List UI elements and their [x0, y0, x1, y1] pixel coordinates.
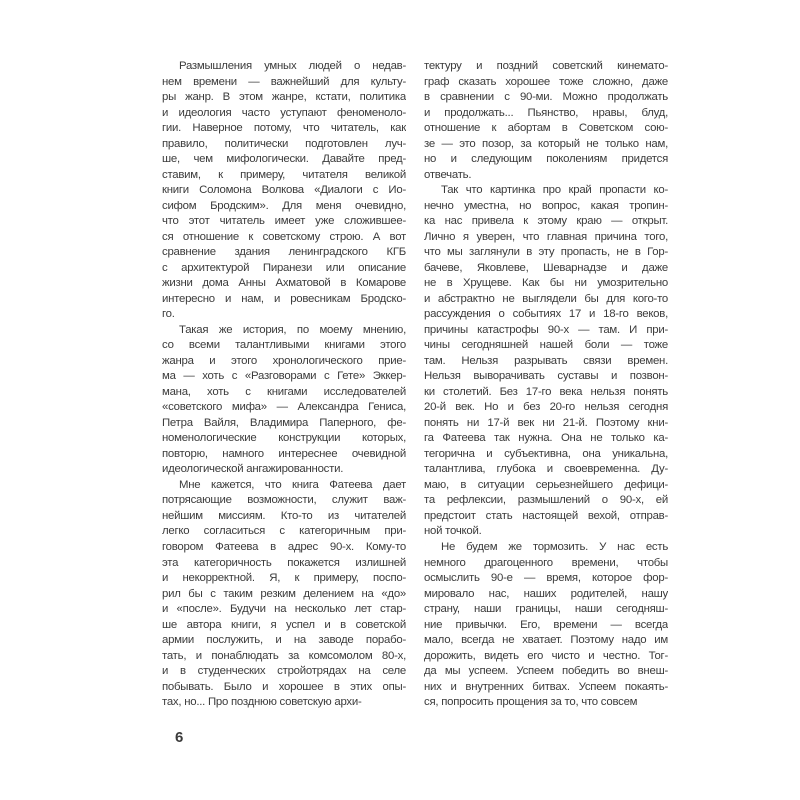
text-column-left — [162, 59, 406, 711]
text-line: армии послужить, и на заводе порабо- — [162, 634, 406, 647]
text-line: потрясающие возможности, служит важ- — [162, 494, 406, 507]
text-line: говором Фатеева в адрес 90-х. Кому-то — [162, 540, 406, 553]
text-line: нем времени — важнейший для культу- — [162, 75, 406, 88]
text-line: Так что картинка про край пропасти ко- — [441, 184, 668, 197]
text-line: тектуру и поздний советский кинемато- — [424, 60, 668, 72]
text-line: жизни дома Анны Ахматовой в Комарове — [162, 277, 406, 290]
text-line: с архитектурой Пиранези или описание — [162, 261, 406, 274]
text-line: них и внутренних битвах. Успеем покаять- — [424, 680, 668, 693]
text-line: ше, чем мифологически. Давайте пред- — [162, 153, 406, 166]
text-line: и «после». Будучи на несколько лет стар- — [162, 603, 406, 616]
text-line: номенологические конструкции которых, — [162, 432, 406, 445]
text-line: осмыслить 90-е — время, которое фор- — [424, 572, 668, 585]
text-line: тать, и понаблюдать за комсомолом 80-х, — [162, 649, 406, 662]
text-column-right — [424, 59, 668, 711]
text-line: ние привычки. Его, времени — всегда — [424, 618, 668, 631]
text-line: ше автора книги, я успел и в советской — [162, 618, 406, 631]
text-line: в сравнении с 90-ми. Можно продолжать — [424, 91, 668, 104]
text-line: там. Нельзя разрывать связи времен. — [424, 354, 668, 367]
text-line: маю, в ситуации серьезнейшего дефици- — [424, 478, 668, 491]
text-line: Нельзя выворачивать суставы и позвон- — [424, 370, 668, 383]
text-line: жанра и этого хронологического прие- — [162, 354, 406, 367]
text-line: что мы заглянули в эту пропасть, не в Гор- — [424, 246, 668, 259]
text-line: повторю, намного интереснее очевидной — [162, 447, 406, 460]
text-line: сравнение здания ленинградского КГБ — [162, 246, 406, 259]
text-line: со всеми талантливыми книгами этого — [162, 339, 406, 352]
text-line: мана, хоть с книгами исследователей — [162, 385, 406, 398]
text-line: страну, наши границы, наши сегодняш- — [424, 603, 668, 616]
text-line: ставим, к примеру, читателя великой — [162, 168, 406, 181]
text-line: тах, но... Про позднюю советскую архи- — [162, 696, 362, 709]
page-number: 6 — [175, 729, 184, 746]
text-line: ры жанр. В этом жанре, кстати, политика — [162, 91, 406, 104]
text-line: рил бы с таким резким делением на «до» — [162, 587, 406, 600]
text-line: Лично я уверен, что главная причина того, — [424, 230, 668, 243]
text-line: та рефлексии, размышлений о 90-х, ей — [424, 494, 668, 507]
text-line: ся, попросить прощения за то, что совсем — [424, 696, 638, 709]
text-line: и в студенческих стройотрядах на селе — [162, 665, 406, 678]
text-line: сифом Бродским». Для меня очевидно, — [162, 199, 406, 212]
text-line: талантлива, глубока и своевременна. Ду- — [424, 463, 668, 476]
text-line: идеологической ангажированности. — [162, 463, 344, 476]
text-line: что этот читатель имеет уже сложившее- — [162, 215, 406, 228]
text-line: ся отношение к советскому строю. А вот — [162, 230, 406, 243]
text-line: причины катастрофы 90-х — там. И при- — [424, 323, 668, 336]
text-line: Размышления умных людей о недав- — [179, 60, 406, 72]
text-line: ной точкой. — [424, 525, 482, 538]
text-line: и продолжать... Пьянство, нравы, блуд, — [424, 106, 668, 119]
text-line: тегорична и субъективна, она уникальна, — [424, 447, 668, 460]
text-line: и абстрактно не выглядели бы для кого-то — [424, 292, 668, 305]
text-line: легко согласиться с категоричным при- — [162, 525, 406, 538]
text-line: мало, всегда не хватает. Поэтому надо им — [424, 634, 668, 647]
text-line: но и следующим поколениям придется — [424, 153, 668, 166]
text-line: зе — это позор, за который не только нам, — [424, 137, 668, 150]
text-line: ки столетий. Без 17-го века нельзя понять — [424, 385, 668, 398]
text-line: нейшим миссиям. Кто-то из читателей — [162, 509, 406, 522]
text-line: отвечать. — [424, 168, 472, 181]
text-line: да мы успеем. Успеем победить во внеш- — [424, 665, 668, 678]
text-line: и идеология часто уступают феноменоло- — [162, 106, 406, 119]
text-line: бачеве, Яковлеве, Шеварнадзе и даже — [424, 261, 668, 274]
text-line: мировало нас, наших родителей, нашу — [424, 587, 668, 600]
text-line: «советского мифа» — Александра Гениса, — [162, 401, 406, 414]
text-line: граф сказать хорошее тоже сложно, даже — [424, 75, 668, 88]
text-line: немного драгоценного времени, чтобы — [424, 556, 668, 569]
text-columns — [162, 59, 668, 711]
text-line: рассуждения о событиях 17 и 18-го веков, — [424, 308, 668, 321]
text-line: дорожить, видеть его чисто и честно. Тог- — [424, 649, 668, 662]
text-line: го. — [162, 308, 175, 321]
text-line: интересно и нам, и ровесникам Бродско- — [162, 292, 406, 305]
text-line: га Фатеева так нужна. Она не только ка- — [424, 432, 668, 445]
text-line: правило, политически подготовлен луч- — [162, 137, 406, 150]
text-line: гии. Наверное потому, что читатель, как — [162, 122, 406, 135]
text-line: чины сегодняшней нашей боли — тоже — [424, 339, 668, 352]
text-line: ма — хоть с «Разговорами с Гете» Эккер- — [162, 370, 406, 383]
text-line: побывать. Было и хорошее в этих опы- — [162, 680, 406, 693]
text-line: эта категоричность покажется излишней — [162, 556, 406, 569]
text-line: не в Хрущеве. Как бы ни умозрительно — [424, 277, 668, 290]
text-line: Такая же история, по моему мнению, — [179, 323, 406, 336]
text-line: предстоит стать настоящей вехой, отправ- — [424, 509, 668, 522]
text-line: Не будем же тормозить. У нас есть — [441, 540, 668, 553]
text-line: нечно уместна, но вопрос, какая тропин- — [424, 199, 668, 212]
text-line: понять ни 17-й век ни 21-й. Поэтому кни- — [424, 416, 668, 429]
text-line: Петра Вайля, Владимира Паперного, фе- — [162, 416, 406, 429]
text-line: отношение к абортам в Советском сою- — [424, 122, 668, 135]
text-line: 20-й век. Но и без 20-го нельзя сегодня — [424, 401, 668, 414]
text-line: ка нас привела к этому краю — открыт. — [424, 215, 668, 228]
text-line: Мне кажется, что книга Фатеева дает — [179, 478, 406, 491]
text-line: и некорректной. Я, к примеру, поспо- — [162, 572, 406, 585]
text-line: книги Соломона Волкова «Диалоги с Ио- — [162, 184, 406, 197]
